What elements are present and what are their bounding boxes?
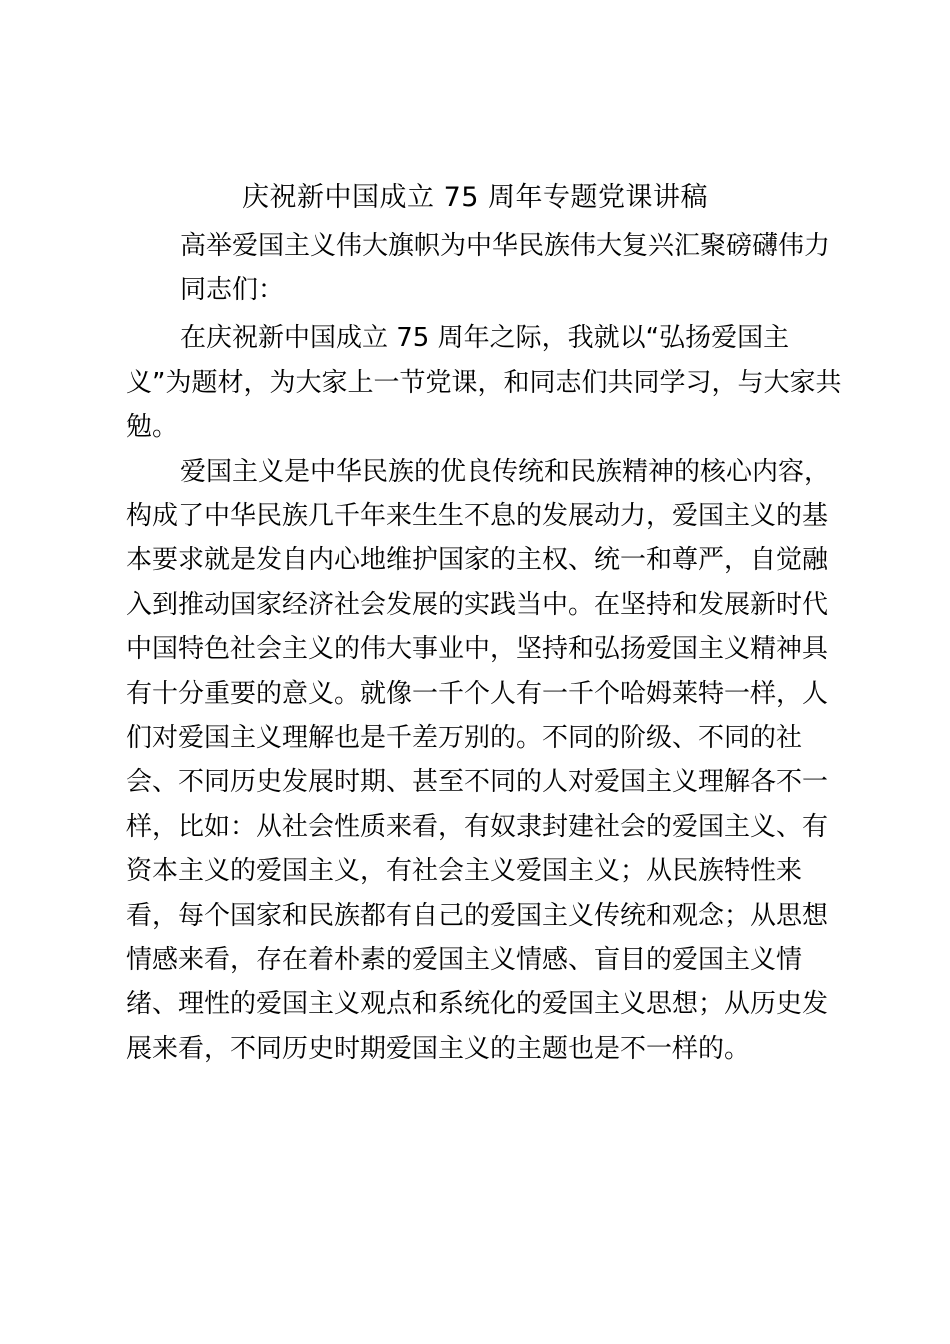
document-title: 庆祝新中国成立 75 周年专题党课讲稿 (241, 182, 709, 213)
paragraph-line: 资本主义的爱国主义，有社会主义爱国主义；从民族特性来 (126, 856, 803, 886)
paragraph-line: 有十分重要的意义。就像一千个人有一千个哈姆莱特一样，人 (126, 679, 829, 709)
paragraph-line: 本要求就是发自内心地维护国家的主权、统一和尊严，自觉融 (126, 545, 829, 575)
paragraph-line: 样，比如：从社会性质来看，有奴隶封建社会的爱国主义、有 (126, 812, 829, 842)
paragraph-line: 爱国主义是中华民族的优良传统和民族精神的核心内容， (180, 457, 831, 487)
paragraph-line: 中国特色社会主义的伟大事业中，坚持和弘扬爱国主义精神具 (126, 634, 829, 664)
paragraph-line: 看，每个国家和民族都有自己的爱国主义传统和观念；从思想 (126, 901, 829, 931)
paragraph-line: 展来看，不同历史时期爱国主义的主题也是不一样的。 (126, 1034, 751, 1064)
paragraph-line: 们对爱国主义理解也是千差万别的。不同的阶级、不同的社 (126, 723, 803, 753)
paragraph-line: 绪、理性的爱国主义观点和系统化的爱国主义思想；从历史发 (126, 989, 829, 1019)
paragraph-line: 在庆祝新中国成立 75 周年之际，我就以“弘扬爱国主 (180, 323, 790, 353)
paragraph-line: 构成了中华民族几千年来生生不息的发展动力，爱国主义的基 (126, 501, 829, 531)
document-subtitle: 高举爱国主义伟大旗帜为中华民族伟大复兴汇聚磅礴伟力 (180, 231, 831, 261)
paragraph-line: 会、不同历史发展时期、甚至不同的人对爱国主义理解各不一 (126, 767, 829, 797)
paragraph-line: 勉。 (126, 412, 179, 442)
paragraph-line: 入到推动国家经济社会发展的实践当中。在坚持和发展新时代 (126, 590, 829, 620)
paragraph-line: 情感来看，存在着朴素的爱国主义情感、盲目的爱国主义情 (126, 945, 803, 975)
salutation: 同志们： (180, 275, 285, 305)
paragraph-line: 义”为题材，为大家上一节党课，和同志们共同学习，与大家共 (126, 368, 842, 398)
